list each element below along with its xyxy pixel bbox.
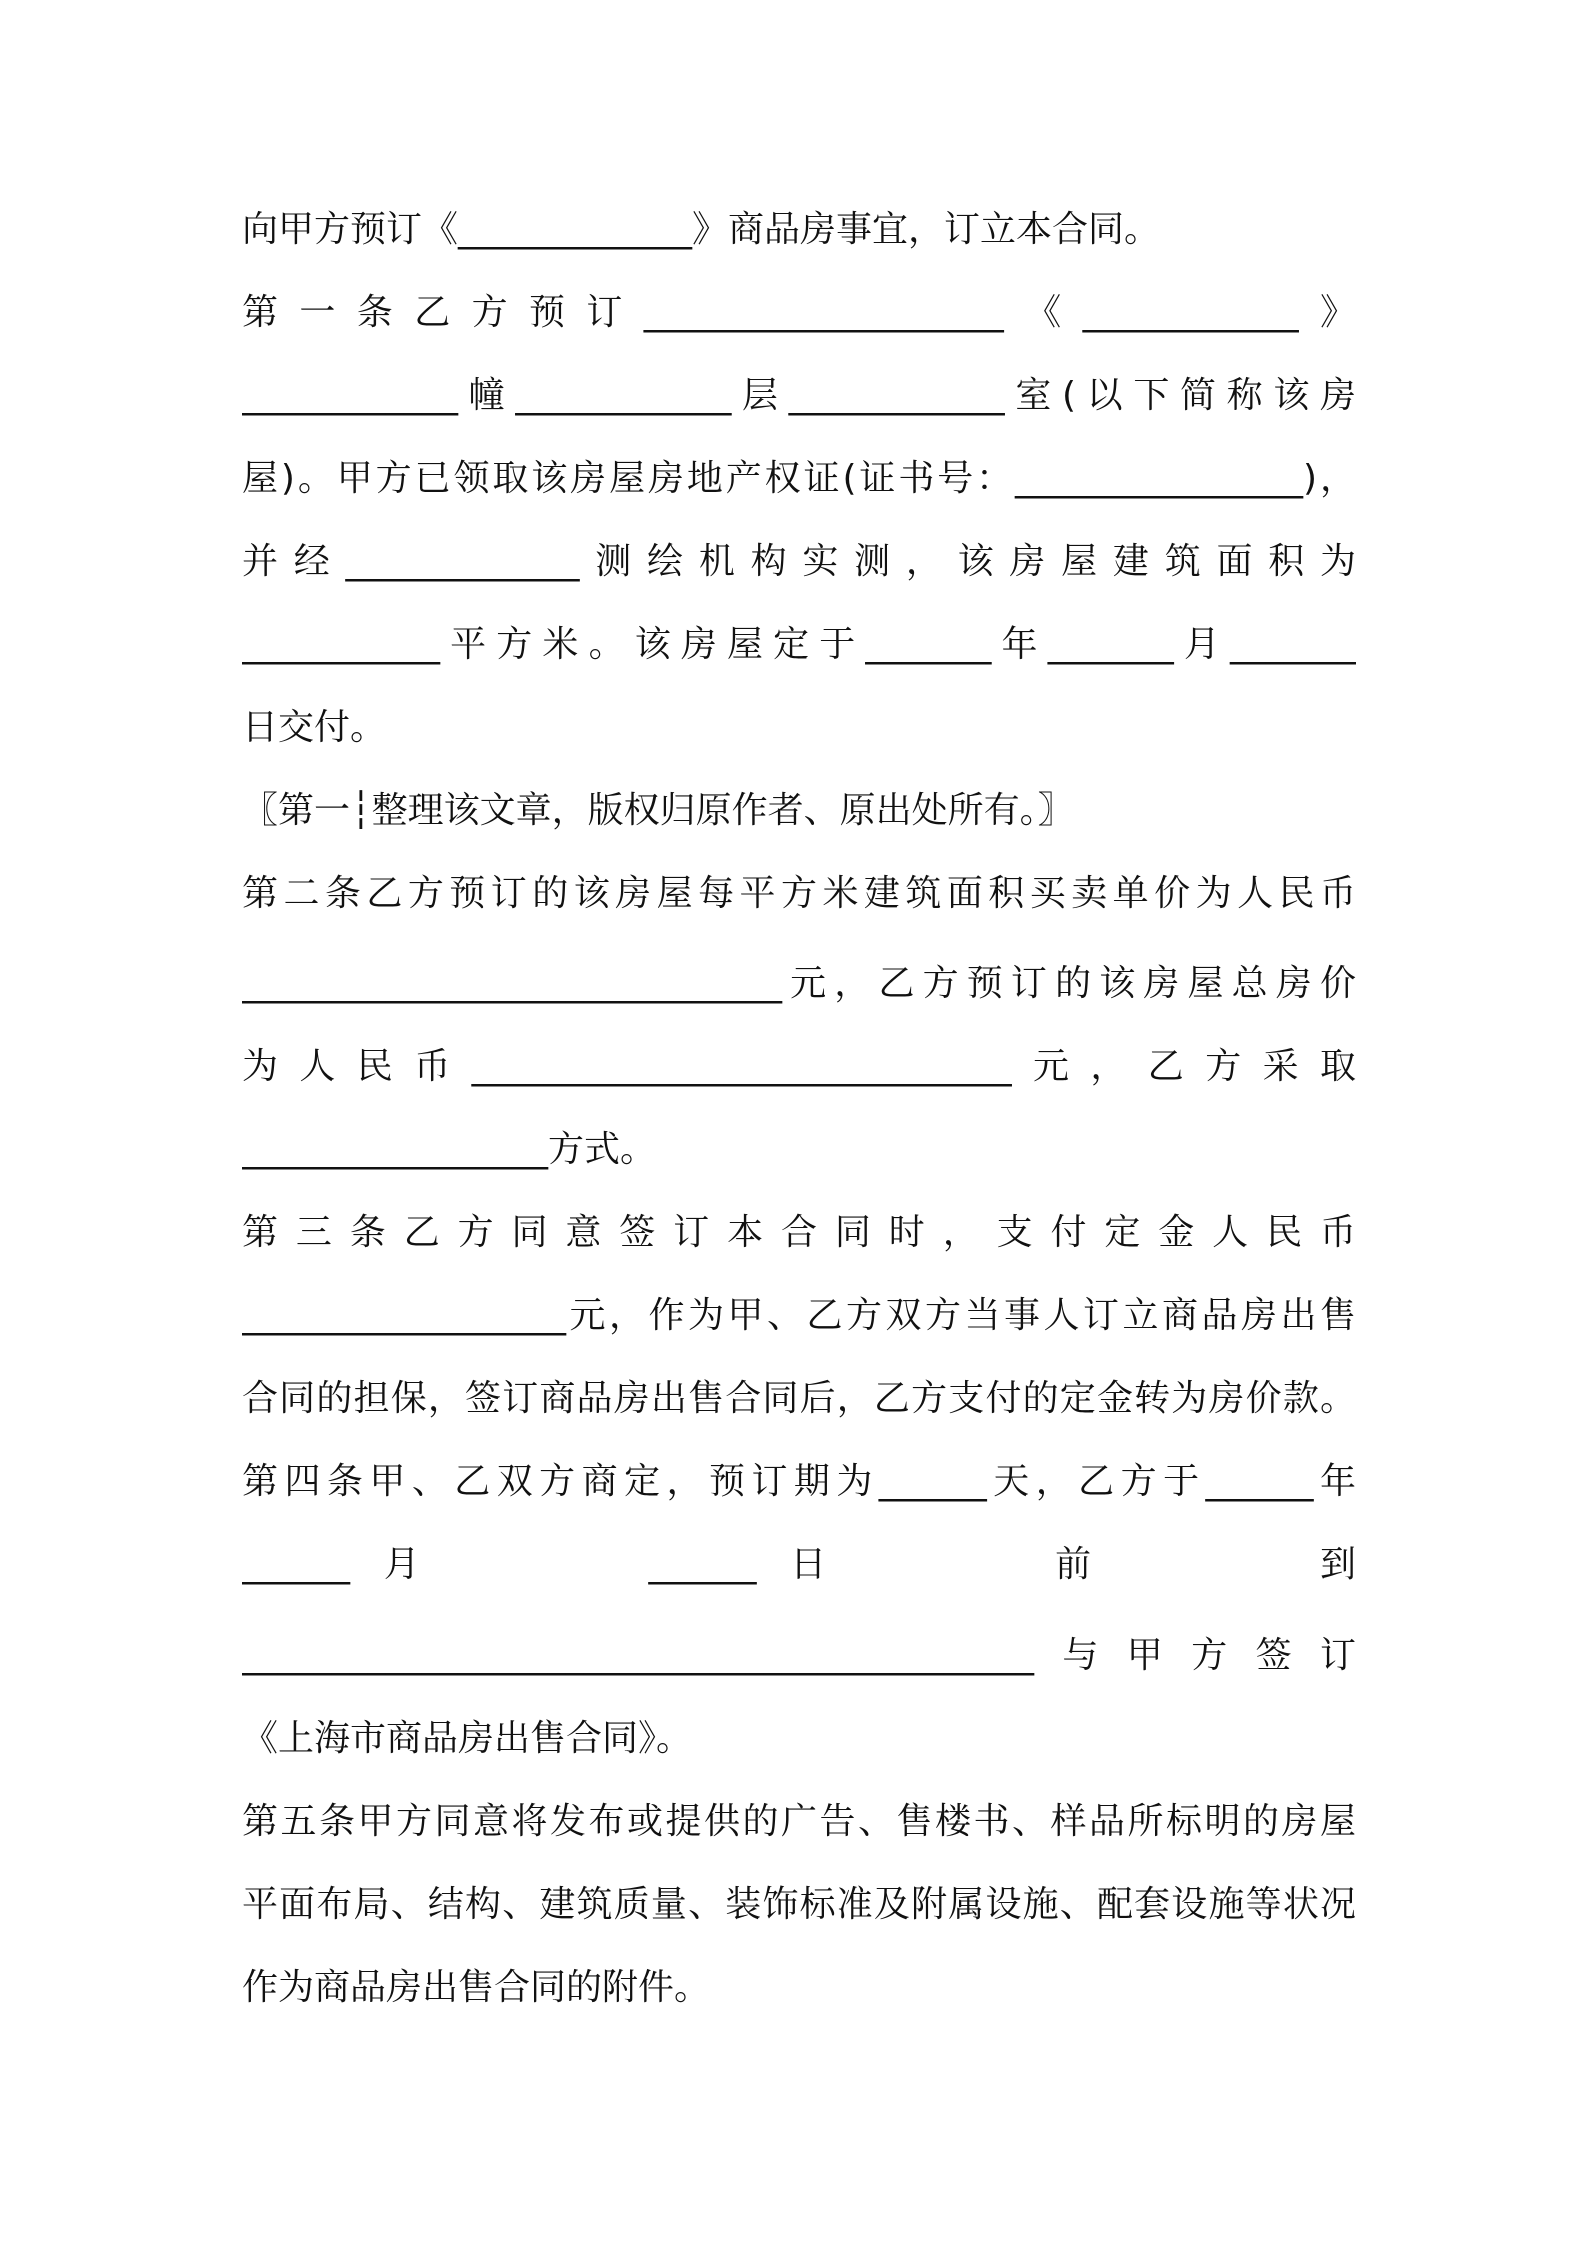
text-line-16: 第四条甲、乙双方商定，预订期为______天，乙方于______年 bbox=[242, 1461, 1356, 1502]
text-line-22: 作为商品房出售合同的附件。 bbox=[242, 1967, 711, 2008]
text-line-21: 平面布局、结构、建筑质量、装饰标准及附属设施、配套设施等状况 bbox=[242, 1884, 1356, 1925]
text-line-4: 屋)。甲方已领取该房屋房地产权证(证书号：________________)， bbox=[242, 458, 1356, 499]
text-line-6: ___________平方米。该房屋定于_______年_______月_______ bbox=[242, 624, 1356, 665]
text-line-14: __________________元，作为甲、乙方双方当事人订立商品房出售 bbox=[242, 1295, 1356, 1336]
text-line-2: 第一条乙方预订____________________《____________》 bbox=[242, 292, 1356, 333]
text-line-18: ____________________________________________与甲方签订 bbox=[242, 1635, 1356, 1676]
deadline-before-word: 前 bbox=[1055, 1544, 1125, 1585]
text-line-5: 并经_____________测绘机构实测，该房屋建筑面积为 bbox=[242, 541, 1356, 582]
text-line-11: 为人民币______________________________元，乙方采取 bbox=[242, 1046, 1356, 1087]
text-line-17 bbox=[242, 1535, 1356, 1595]
deadline-month-field: ______月 bbox=[242, 1544, 454, 1585]
text-line-7: 日交付。 bbox=[242, 707, 387, 748]
text-line-10: ______________________________元，乙方预订的该房屋总房价 bbox=[242, 963, 1356, 1004]
text-line-3: ____________幢____________层____________室(以下简称该房 bbox=[242, 375, 1356, 416]
text-line-13: 第三条乙方同意签订本合同时，支付定金人民币 bbox=[242, 1212, 1356, 1253]
text-line-1: 向甲方预订《_____________》商品房事宜，订立本合同。 bbox=[242, 209, 1161, 250]
copyright-note: 〖第一┆整理该文章，版权归原作者、原出处所有。〗 bbox=[242, 790, 1074, 831]
deadline-day-field: ______日 bbox=[648, 1544, 860, 1585]
text-line-9: 第二条乙方预订的该房屋每平方米建筑面积买卖单价为人民币 bbox=[242, 873, 1356, 914]
text-line-12: _________________方式。 bbox=[242, 1129, 657, 1170]
text-line-19: 《上海市商品房出售合同》。 bbox=[242, 1718, 693, 1759]
text-line-20: 第五条甲方同意将发布或提供的广告、售楼书、样品所标明的房屋 bbox=[242, 1801, 1356, 1842]
text-line-15: 合同的担保，签订商品房出售合同后，乙方支付的定金转为房价款。 bbox=[242, 1378, 1356, 1419]
deadline-to-word: 到 bbox=[1319, 1544, 1356, 1585]
